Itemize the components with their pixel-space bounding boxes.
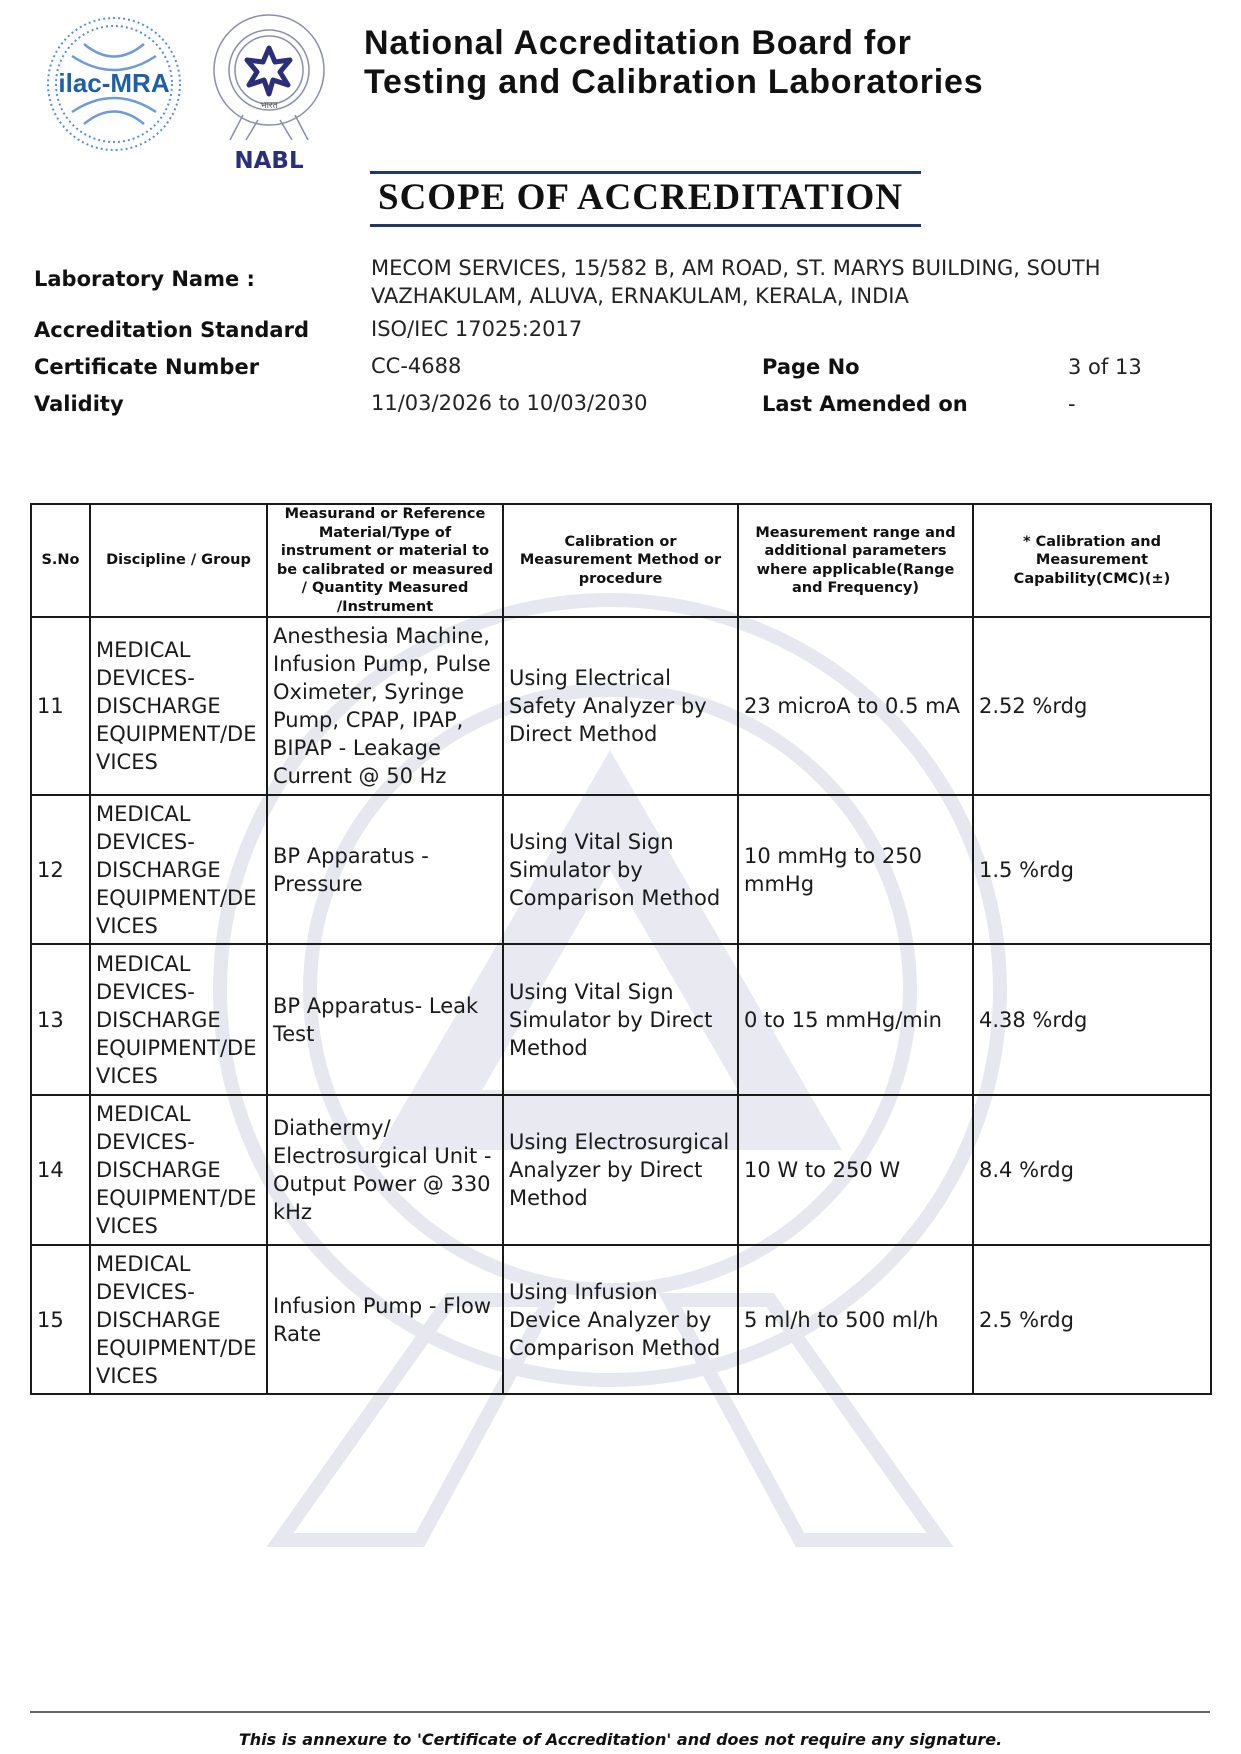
cell-measurand: BP Apparatus - Pressure (267, 795, 503, 944)
page-value: 3 of 13 (1068, 355, 1142, 379)
validity-label: Validity (34, 392, 124, 416)
header-cmc: * Calibration and Measurement Capability(CMC)(±) (973, 504, 1211, 617)
cell-sno: 14 (31, 1095, 90, 1245)
standard-value: ISO/IEC 17025:2017 (371, 317, 583, 341)
cell-method: Using Vital Sign Simulator by Comparison Method (503, 795, 738, 944)
footer-divider (30, 1711, 1210, 1713)
cell-measurand: Anesthesia Machine, Infusion Pump, Pulse Oximeter, Syringe Pump, CPAP, IPAP, BIPAP - Leakage Current @ 50 Hz (267, 617, 503, 795)
cell-method: Using Electrical Safety Analyzer by Direct Method (503, 617, 738, 795)
table-row (31, 1095, 1211, 1245)
table-row (31, 617, 1211, 795)
lab-name-value (371, 254, 1101, 310)
cell-cmc: 4.38 %rdg (973, 944, 1211, 1095)
cell-range: 23 microA to 0.5 mA (738, 617, 973, 795)
table-row (31, 795, 1211, 944)
cell-discipline: MEDICAL DEVICES- DISCHARGE EQUIPMENT/DE VICES (90, 1095, 267, 1245)
cell-cmc: 1.5 %rdg (973, 795, 1211, 944)
cell-method: Using Vital Sign Simulator by Direct Method (503, 944, 738, 1095)
cell-sno: 15 (31, 1245, 90, 1394)
cell-method: Using Electrosurgical Analyzer by Direct Method (503, 1095, 738, 1245)
table-row (31, 1245, 1211, 1394)
header-discipline: Discipline / Group (90, 504, 267, 617)
amended-label: Last Amended on (762, 392, 968, 416)
nabl-logo (208, 10, 330, 175)
cell-range: 10 W to 250 W (738, 1095, 973, 1245)
lab-name-line-1: MECOM SERVICES, 15/582 B, AM ROAD, ST. MARYS BUILDING, SOUTH (371, 256, 1101, 280)
certificate-value: CC-4688 (371, 354, 462, 378)
lab-name-label: Laboratory Name : (34, 267, 255, 291)
cell-measurand: BP Apparatus- Leak Test (267, 944, 503, 1095)
cell-discipline: MEDICAL DEVICES- DISCHARGE EQUIPMENT/DE VICES (90, 944, 267, 1095)
title-rule-top (370, 171, 921, 174)
nabl-logo-text: NABL (234, 148, 304, 174)
table-header-row (31, 504, 1211, 617)
title-rule-bottom (370, 224, 921, 227)
ilac-mra-logo (44, 14, 184, 154)
nabl-seal-text: भारत (260, 101, 278, 111)
scope-title: SCOPE OF ACCREDITATION (378, 177, 903, 218)
certificate-label: Certificate Number (34, 355, 260, 379)
header-method: Calibration or Measurement Method or procedure (503, 504, 738, 617)
cell-sno: 13 (31, 944, 90, 1095)
organization-title (364, 24, 983, 102)
standard-label: Accreditation Standard (34, 318, 309, 342)
cell-range: 0 to 15 mmHg/min (738, 944, 973, 1095)
table-row (31, 944, 1211, 1095)
org-title-line-1: National Accreditation Board for (364, 24, 912, 62)
org-title-line-2: Testing and Calibration Laboratories (364, 63, 984, 101)
header-sno: S.No (31, 504, 90, 617)
cell-sno: 11 (31, 617, 90, 795)
nabl-star-icon (247, 48, 290, 94)
ilac-logo-text: ilac-MRA (58, 68, 170, 98)
cell-range: 5 ml/h to 500 ml/h (738, 1245, 973, 1394)
header-range: Measurement range and additional parameters where applicable(Range and Frequency) (738, 504, 973, 617)
validity-value: 11/03/2026 to 10/03/2030 (371, 391, 648, 415)
cell-method: Using Infusion Device Analyzer by Comparison Method (503, 1245, 738, 1394)
lab-name-line-2: VAZHAKULAM, ALUVA, ERNAKULAM, KERALA, INDIA (371, 284, 909, 308)
header-measurand: Measurand or Reference Material/Type of instrument or material to be calibrated or measured / Quantity Measured /Instrument (267, 504, 503, 617)
cell-discipline: MEDICAL DEVICES- DISCHARGE EQUIPMENT/DE VICES (90, 617, 267, 795)
cell-measurand: Infusion Pump - Flow Rate (267, 1245, 503, 1394)
cell-range: 10 mmHg to 250 mmHg (738, 795, 973, 944)
page-label: Page No (762, 355, 860, 379)
cell-sno: 12 (31, 795, 90, 944)
amended-value: - (1068, 392, 1076, 416)
cell-measurand: Diathermy/ Electrosurgical Unit - Output Power @ 330 kHz (267, 1095, 503, 1245)
cell-cmc: 2.52 %rdg (973, 617, 1211, 795)
cell-discipline: MEDICAL DEVICES- DISCHARGE EQUIPMENT/DE VICES (90, 1245, 267, 1394)
scope-table (30, 503, 1212, 1395)
cell-cmc: 2.5 %rdg (973, 1245, 1211, 1394)
cell-cmc: 8.4 %rdg (973, 1095, 1211, 1245)
footer-note: This is annexure to 'Certificate of Accreditation' and does not require any signature. (238, 1730, 1003, 1749)
cell-discipline: MEDICAL DEVICES- DISCHARGE EQUIPMENT/DE VICES (90, 795, 267, 944)
